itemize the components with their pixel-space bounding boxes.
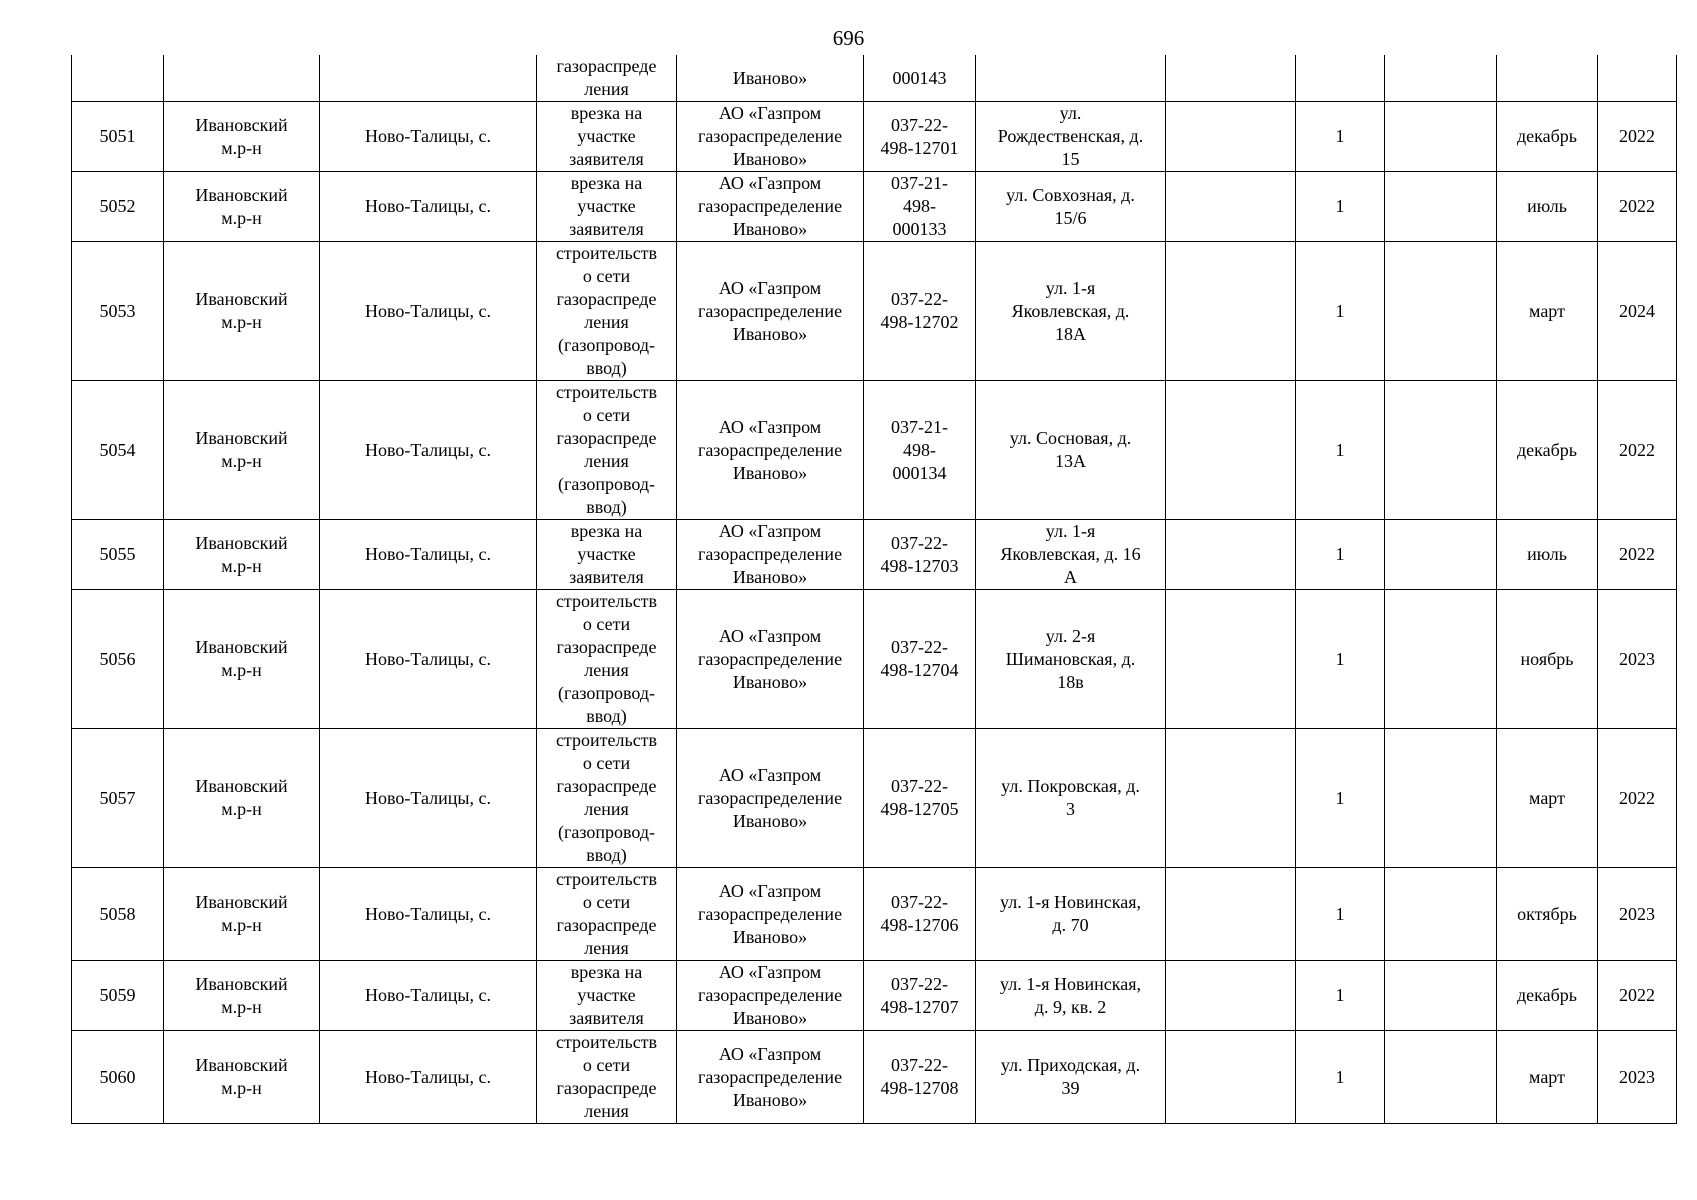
row-number-cell: 5058 [72, 868, 164, 961]
month-cell: март [1497, 1031, 1598, 1124]
address-cell: ул. Сосновая, д. 13А [976, 381, 1166, 520]
work-type-cell: газораспреде ления [537, 55, 677, 102]
organization-cell: АО «Газпром газораспределение Иваново» [677, 381, 864, 520]
locality-cell: Ново-Талицы, с. [320, 729, 537, 868]
locality-cell: Ново-Талицы, с. [320, 868, 537, 961]
registration-code-cell: 037-22- 498-12705 [864, 729, 976, 868]
table-row [72, 729, 1677, 868]
month-cell: март [1497, 242, 1598, 381]
work-type-cell: строительств о сети газораспреде ления (газопровод- ввод) [537, 590, 677, 729]
organization-cell: АО «Газпром газораспределение Иваново» [677, 102, 864, 172]
table-row [72, 520, 1677, 590]
address-cell: ул. Покровская, д. 3 [976, 729, 1166, 868]
organization-cell: АО «Газпром газораспределение Иваново» [677, 172, 864, 242]
empty-cell [1166, 868, 1296, 961]
registry-table [71, 55, 1677, 1124]
month-cell: октябрь [1497, 868, 1598, 961]
work-type-cell: строительств о сети газораспреде ления (газопровод- ввод) [537, 381, 677, 520]
locality-cell: Ново-Талицы, с. [320, 1031, 537, 1124]
registration-code-cell: 037-22- 498-12703 [864, 520, 976, 590]
year-cell: 2022 [1598, 102, 1677, 172]
count-cell: 1 [1296, 961, 1385, 1031]
registration-code-cell: 037-21- 498- 000133 [864, 172, 976, 242]
organization-cell: АО «Газпром газораспределение Иваново» [677, 520, 864, 590]
month-cell: июль [1497, 172, 1598, 242]
district-cell: Ивановский м.р-н [164, 961, 320, 1031]
organization-cell: АО «Газпром газораспределение Иваново» [677, 868, 864, 961]
table-row [72, 102, 1677, 172]
work-type-cell: строительств о сети газораспреде ления (газопровод- ввод) [537, 242, 677, 381]
district-cell: Ивановский м.р-н [164, 729, 320, 868]
empty-cell [1385, 172, 1497, 242]
page-number: 696 [832, 26, 865, 50]
count-cell [1296, 55, 1385, 102]
empty-cell [1385, 55, 1497, 102]
empty-cell [1166, 1031, 1296, 1124]
count-cell: 1 [1296, 172, 1385, 242]
table-row [72, 172, 1677, 242]
year-cell: 2022 [1598, 172, 1677, 242]
count-cell: 1 [1296, 520, 1385, 590]
locality-cell: Ново-Талицы, с. [320, 590, 537, 729]
row-number-cell [72, 55, 164, 102]
district-cell: Ивановский м.р-н [164, 868, 320, 961]
year-cell: 2024 [1598, 242, 1677, 381]
registration-code-cell: 037-22- 498-12702 [864, 242, 976, 381]
month-cell: декабрь [1497, 381, 1598, 520]
registration-code-cell: 000143 [864, 55, 976, 102]
registration-code-cell: 037-22- 498-12704 [864, 590, 976, 729]
row-number-cell: 5051 [72, 102, 164, 172]
empty-cell [1166, 55, 1296, 102]
address-cell: ул. Приходская, д. 39 [976, 1031, 1166, 1124]
empty-cell [1385, 729, 1497, 868]
year-cell [1598, 55, 1677, 102]
organization-cell: АО «Газпром газораспределение Иваново» [677, 961, 864, 1031]
year-cell: 2022 [1598, 381, 1677, 520]
empty-cell [1166, 172, 1296, 242]
table-row [72, 590, 1677, 729]
address-cell: ул. 1-я Новинская, д. 70 [976, 868, 1166, 961]
locality-cell: Ново-Талицы, с. [320, 242, 537, 381]
empty-cell [1166, 961, 1296, 1031]
work-type-cell: врезка на участке заявителя [537, 172, 677, 242]
empty-cell [1385, 102, 1497, 172]
month-cell: март [1497, 729, 1598, 868]
row-number-cell: 5055 [72, 520, 164, 590]
year-cell: 2023 [1598, 1031, 1677, 1124]
empty-cell [1385, 868, 1497, 961]
row-number-cell: 5060 [72, 1031, 164, 1124]
count-cell: 1 [1296, 729, 1385, 868]
row-number-cell: 5056 [72, 590, 164, 729]
work-type-cell: врезка на участке заявителя [537, 102, 677, 172]
year-cell: 2023 [1598, 590, 1677, 729]
month-cell: декабрь [1497, 102, 1598, 172]
registration-code-cell: 037-22- 498-12707 [864, 961, 976, 1031]
organization-cell: АО «Газпром газораспределение Иваново» [677, 590, 864, 729]
year-cell: 2022 [1598, 520, 1677, 590]
registration-code-cell: 037-21- 498- 000134 [864, 381, 976, 520]
district-cell: Ивановский м.р-н [164, 1031, 320, 1124]
count-cell: 1 [1296, 102, 1385, 172]
work-type-cell: врезка на участке заявителя [537, 520, 677, 590]
work-type-cell: строительств о сети газораспреде ления [537, 868, 677, 961]
address-cell: ул. 1-я Яковлевская, д. 18А [976, 242, 1166, 381]
district-cell: Ивановский м.р-н [164, 102, 320, 172]
year-cell: 2022 [1598, 961, 1677, 1031]
district-cell: Ивановский м.р-н [164, 242, 320, 381]
empty-cell [1166, 102, 1296, 172]
count-cell: 1 [1296, 1031, 1385, 1124]
empty-cell [1166, 729, 1296, 868]
organization-cell: АО «Газпром газораспределение Иваново» [677, 1031, 864, 1124]
year-cell: 2023 [1598, 868, 1677, 961]
count-cell: 1 [1296, 868, 1385, 961]
locality-cell: Ново-Талицы, с. [320, 961, 537, 1031]
district-cell: Ивановский м.р-н [164, 381, 320, 520]
work-type-cell: строительств о сети газораспреде ления [537, 1031, 677, 1124]
count-cell: 1 [1296, 242, 1385, 381]
count-cell: 1 [1296, 381, 1385, 520]
address-cell: ул. Рождественская, д. 15 [976, 102, 1166, 172]
table-row [72, 381, 1677, 520]
organization-cell: Иваново» [677, 55, 864, 102]
organization-cell: АО «Газпром газораспределение Иваново» [677, 729, 864, 868]
district-cell: Ивановский м.р-н [164, 520, 320, 590]
work-type-cell: врезка на участке заявителя [537, 961, 677, 1031]
work-type-cell: строительств о сети газораспреде ления (газопровод- ввод) [537, 729, 677, 868]
row-number-cell: 5057 [72, 729, 164, 868]
district-cell: Ивановский м.р-н [164, 172, 320, 242]
table-row [72, 242, 1677, 381]
address-cell: ул. 2-я Шимановская, д. 18в [976, 590, 1166, 729]
address-cell: ул. 1-я Новинская, д. 9, кв. 2 [976, 961, 1166, 1031]
district-cell: Ивановский м.р-н [164, 590, 320, 729]
empty-cell [1385, 381, 1497, 520]
row-number-cell: 5053 [72, 242, 164, 381]
month-cell: ноябрь [1497, 590, 1598, 729]
table-row [72, 961, 1677, 1031]
empty-cell [1385, 1031, 1497, 1124]
table-row [72, 1031, 1677, 1124]
row-number-cell: 5052 [72, 172, 164, 242]
empty-cell [1166, 590, 1296, 729]
address-cell: ул. 1-я Яковлевская, д. 16 А [976, 520, 1166, 590]
address-cell: ул. Совхозная, д. 15/6 [976, 172, 1166, 242]
locality-cell [320, 55, 537, 102]
month-cell: декабрь [1497, 961, 1598, 1031]
empty-cell [1166, 381, 1296, 520]
count-cell: 1 [1296, 590, 1385, 729]
year-cell: 2022 [1598, 729, 1677, 868]
locality-cell: Ново-Талицы, с. [320, 102, 537, 172]
empty-cell [1385, 961, 1497, 1031]
row-number-cell: 5054 [72, 381, 164, 520]
registration-code-cell: 037-22- 498-12701 [864, 102, 976, 172]
empty-cell [1166, 520, 1296, 590]
locality-cell: Ново-Талицы, с. [320, 381, 537, 520]
empty-cell [1385, 520, 1497, 590]
district-cell [164, 55, 320, 102]
table-row-continuation [72, 55, 1677, 102]
locality-cell: Ново-Талицы, с. [320, 520, 537, 590]
row-number-cell: 5059 [72, 961, 164, 1031]
locality-cell: Ново-Талицы, с. [320, 172, 537, 242]
month-cell [1497, 55, 1598, 102]
empty-cell [1166, 242, 1296, 381]
address-cell [976, 55, 1166, 102]
organization-cell: АО «Газпром газораспределение Иваново» [677, 242, 864, 381]
table-row [72, 868, 1677, 961]
month-cell: июль [1497, 520, 1598, 590]
empty-cell [1385, 242, 1497, 381]
empty-cell [1385, 590, 1497, 729]
registration-code-cell: 037-22- 498-12708 [864, 1031, 976, 1124]
registration-code-cell: 037-22- 498-12706 [864, 868, 976, 961]
